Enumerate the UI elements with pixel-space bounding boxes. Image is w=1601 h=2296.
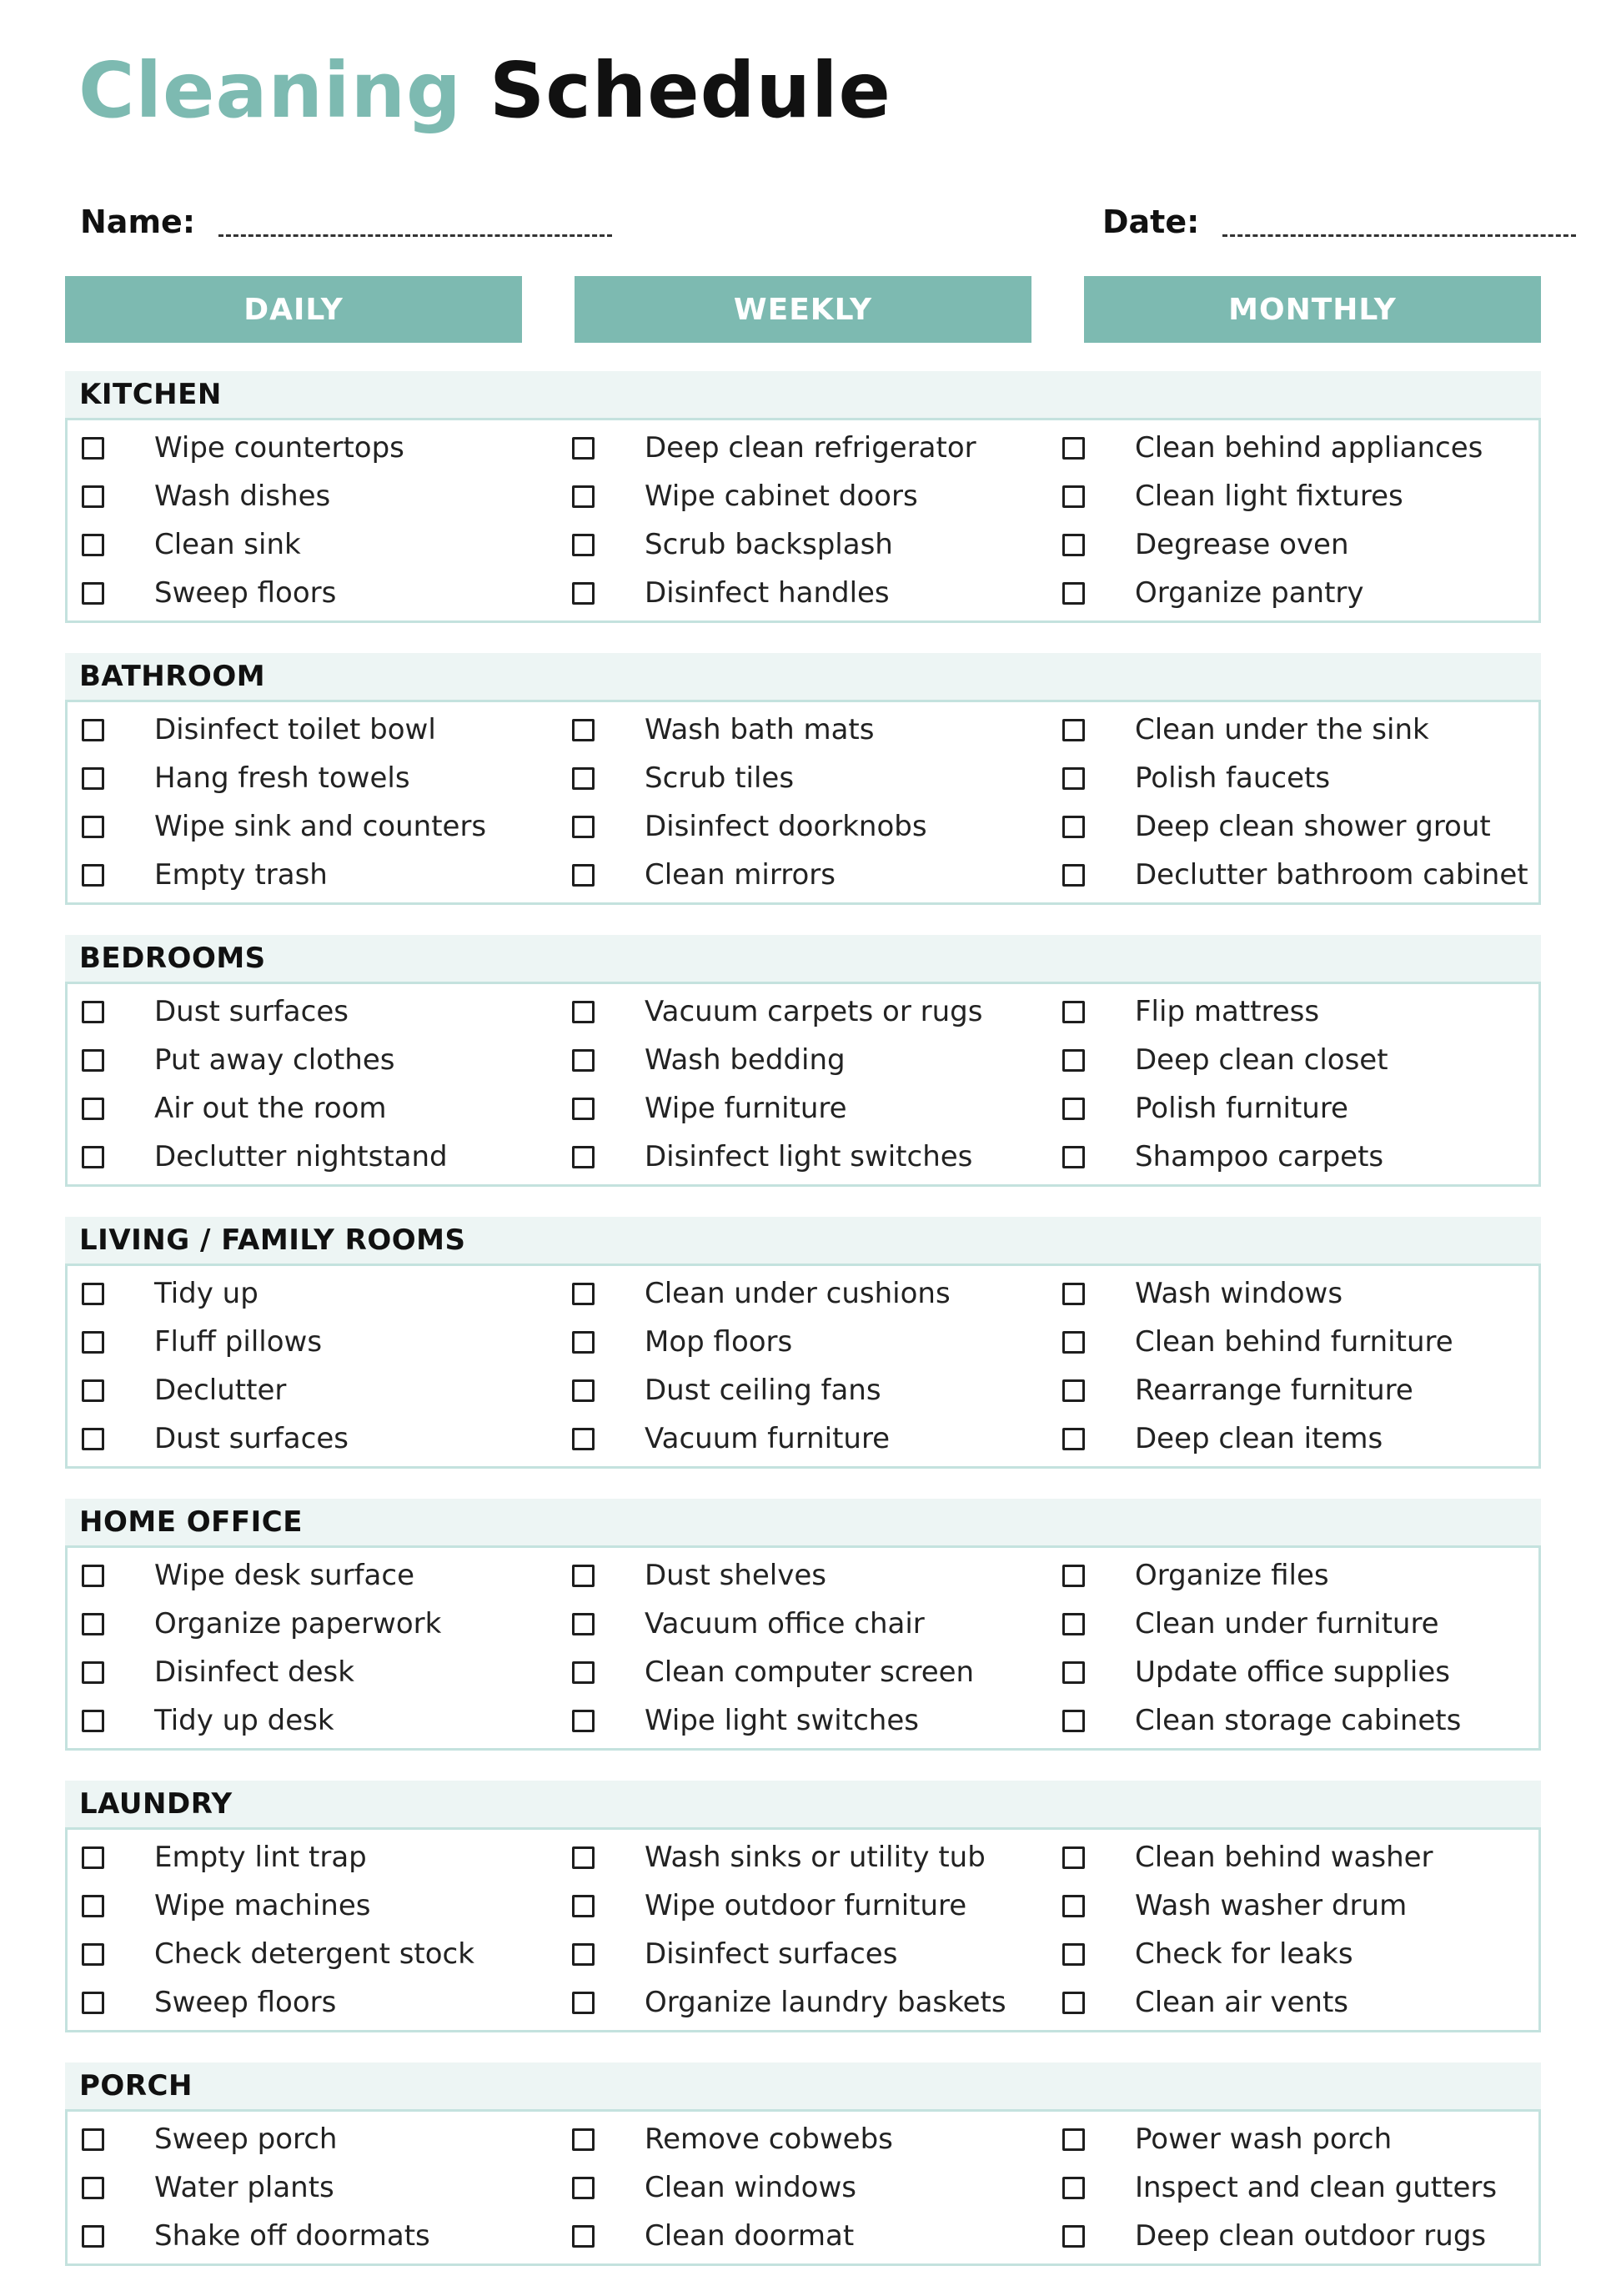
task-item <box>68 2212 558 2260</box>
section-title: KITCHEN <box>65 371 1541 418</box>
task-item <box>68 1318 558 1366</box>
task-item <box>558 1930 1048 1978</box>
task-label: Sweep floors <box>154 1986 337 2019</box>
section-body <box>65 1545 1541 1751</box>
task-label: Clean behind appliances <box>1135 431 1483 465</box>
date-input-line[interactable] <box>1222 234 1576 237</box>
task-label: Degrease oven <box>1135 528 1349 561</box>
task-checkbox[interactable] <box>1062 1001 1085 1023</box>
task-item <box>1048 1648 1538 1696</box>
task-label: Disinfect desk <box>154 1655 354 1689</box>
task-item <box>1048 1930 1538 1978</box>
weekly-task-list <box>558 984 1048 1184</box>
task-label: Clean behind washer <box>1135 1841 1433 1874</box>
section-title: LAUNDRY <box>65 1781 1541 1827</box>
task-checkbox[interactable] <box>572 1331 595 1354</box>
task-item <box>68 851 558 899</box>
task-label: Water plants <box>154 2171 334 2204</box>
column-header-daily: DAILY <box>65 276 522 343</box>
task-label: Wipe countertops <box>154 431 404 465</box>
task-label: Clean behind furniture <box>1135 1325 1453 1359</box>
task-label: Wash windows <box>1135 1277 1343 1310</box>
task-label: Disinfect toilet bowl <box>154 713 436 746</box>
task-item <box>1048 520 1538 569</box>
task-item <box>558 754 1048 802</box>
section-body <box>65 700 1541 905</box>
task-item <box>1048 754 1538 802</box>
task-label: Clean mirrors <box>645 858 836 892</box>
task-item <box>68 754 558 802</box>
task-label: Hang fresh towels <box>154 761 410 795</box>
task-checkbox[interactable] <box>572 1283 595 1305</box>
task-checkbox[interactable] <box>1062 2128 1085 2151</box>
task-checkbox[interactable] <box>82 1049 104 1072</box>
task-label: Fluff pillows <box>154 1325 323 1359</box>
task-label: Deep clean outdoor rugs <box>1135 2219 1487 2253</box>
task-label: Clean doormat <box>645 2219 855 2253</box>
task-label: Wipe furniture <box>645 1092 847 1125</box>
task-checkbox[interactable] <box>1062 1098 1085 1120</box>
task-item <box>1048 706 1538 754</box>
task-checkbox[interactable] <box>1062 1661 1085 1684</box>
daily-task-list <box>68 1548 558 1748</box>
task-checkbox[interactable] <box>572 864 595 887</box>
task-label: Dust surfaces <box>154 1422 349 1455</box>
task-item <box>1048 1696 1538 1745</box>
task-checkbox[interactable] <box>82 767 104 790</box>
task-label: Clean air vents <box>1135 1986 1348 2019</box>
task-item <box>68 987 558 1036</box>
task-checkbox[interactable] <box>1062 864 1085 887</box>
task-label: Declutter <box>154 1374 287 1407</box>
daily-task-list <box>68 1830 558 2030</box>
section-title: HOME OFFICE <box>65 1499 1541 1545</box>
task-label: Air out the room <box>154 1092 387 1125</box>
task-label: Sweep floors <box>154 576 337 610</box>
task-checkbox[interactable] <box>82 1146 104 1168</box>
task-item <box>558 520 1048 569</box>
task-item <box>558 1318 1048 1366</box>
task-checkbox[interactable] <box>1062 534 1085 556</box>
task-checkbox[interactable] <box>572 1895 595 1917</box>
task-label: Disinfect light switches <box>645 1140 973 1173</box>
task-item <box>1048 1600 1538 1648</box>
task-label: Clean under cushions <box>645 1277 951 1310</box>
task-checkbox[interactable] <box>1062 767 1085 790</box>
task-label: Wipe desk surface <box>154 1559 414 1592</box>
task-checkbox[interactable] <box>82 1846 104 1869</box>
task-label: Scrub backsplash <box>645 528 893 561</box>
task-checkbox[interactable] <box>572 534 595 556</box>
task-checkbox[interactable] <box>82 2177 104 2199</box>
task-item <box>558 706 1048 754</box>
task-item <box>558 1978 1048 2027</box>
task-item <box>558 1133 1048 1181</box>
task-item <box>1048 1133 1538 1181</box>
section-porch <box>65 2062 1541 2266</box>
task-checkbox[interactable] <box>572 1001 595 1023</box>
task-label: Organize pantry <box>1135 576 1364 610</box>
task-checkbox[interactable] <box>572 767 595 790</box>
task-label: Vacuum office chair <box>645 1607 925 1640</box>
section-kitchen <box>65 371 1541 623</box>
task-checkbox[interactable] <box>1062 1331 1085 1354</box>
task-label: Tidy up desk <box>154 1704 334 1737</box>
task-label: Shampoo carpets <box>1135 1140 1384 1173</box>
task-label: Clean windows <box>645 2171 857 2204</box>
task-checkbox[interactable] <box>1062 1895 1085 1917</box>
task-checkbox[interactable] <box>82 864 104 887</box>
task-checkbox[interactable] <box>572 485 595 508</box>
task-checkbox[interactable] <box>572 1146 595 1168</box>
name-input-line[interactable] <box>218 234 612 237</box>
task-label: Declutter bathroom cabinet <box>1135 858 1528 892</box>
task-label: Wipe sink and counters <box>154 810 487 843</box>
task-label: Deep clean closet <box>1135 1043 1388 1077</box>
task-checkbox[interactable] <box>1062 1283 1085 1305</box>
task-item <box>1048 2163 1538 2212</box>
task-label: Clean under furniture <box>1135 1607 1439 1640</box>
task-item <box>1048 1882 1538 1930</box>
task-item <box>68 520 558 569</box>
task-item <box>68 424 558 472</box>
task-checkbox[interactable] <box>572 1661 595 1684</box>
task-label: Sweep porch <box>154 2123 338 2156</box>
column-header-weekly: WEEKLY <box>575 276 1031 343</box>
task-item <box>68 1036 558 1084</box>
task-item <box>1048 1551 1538 1600</box>
task-item <box>68 2163 558 2212</box>
task-item <box>68 1133 558 1181</box>
daily-task-list <box>68 1266 558 1466</box>
task-item <box>68 706 558 754</box>
task-checkbox[interactable] <box>82 1098 104 1120</box>
task-label: Deep clean shower grout <box>1135 810 1491 843</box>
task-item <box>558 1882 1048 1930</box>
task-label: Dust ceiling fans <box>645 1374 881 1407</box>
task-checkbox[interactable] <box>82 1710 104 1732</box>
section-title: BEDROOMS <box>65 935 1541 982</box>
task-item <box>68 1833 558 1882</box>
daily-task-list <box>68 702 558 902</box>
task-checkbox[interactable] <box>1062 2177 1085 2199</box>
task-item <box>1048 1318 1538 1366</box>
section-laundry <box>65 1781 1541 2032</box>
task-item <box>1048 424 1538 472</box>
task-label: Check detergent stock <box>154 1937 474 1971</box>
section-living-family-rooms <box>65 1217 1541 1469</box>
section-bathroom <box>65 653 1541 905</box>
task-checkbox[interactable] <box>572 1613 595 1635</box>
task-label: Clean storage cabinets <box>1135 1704 1462 1737</box>
task-label: Rearrange furniture <box>1135 1374 1413 1407</box>
task-label: Wipe cabinet doors <box>645 480 918 513</box>
task-item <box>558 1366 1048 1414</box>
task-label: Check for leaks <box>1135 1937 1353 1971</box>
task-item <box>68 2115 558 2163</box>
task-item <box>1048 569 1538 617</box>
task-label: Flip mattress <box>1135 995 1320 1028</box>
task-item <box>1048 472 1538 520</box>
daily-task-list <box>68 2112 558 2263</box>
task-label: Empty trash <box>154 858 328 892</box>
monthly-task-list <box>1048 1830 1538 2030</box>
task-checkbox[interactable] <box>1062 485 1085 508</box>
task-label: Disinfect surfaces <box>645 1937 898 1971</box>
task-checkbox[interactable] <box>82 1895 104 1917</box>
daily-task-list <box>68 984 558 1184</box>
task-item <box>68 1978 558 2027</box>
task-label: Polish faucets <box>1135 761 1331 795</box>
page-title <box>78 48 891 133</box>
task-item <box>1048 1036 1538 1084</box>
task-label: Organize files <box>1135 1559 1329 1592</box>
task-item <box>558 2212 1048 2260</box>
task-checkbox[interactable] <box>82 1565 104 1587</box>
task-item <box>558 1551 1048 1600</box>
task-checkbox[interactable] <box>1062 582 1085 605</box>
monthly-task-list <box>1048 1266 1538 1466</box>
task-checkbox[interactable] <box>572 2128 595 2151</box>
task-label: Deep clean items <box>1135 1422 1383 1455</box>
task-label: Vacuum furniture <box>645 1422 891 1455</box>
task-label: Mop floors <box>645 1325 793 1359</box>
monthly-task-list <box>1048 420 1538 620</box>
task-checkbox[interactable] <box>572 1565 595 1587</box>
task-checkbox[interactable] <box>572 1846 595 1869</box>
task-item <box>558 1084 1048 1133</box>
task-item <box>558 851 1048 899</box>
task-checkbox[interactable] <box>1062 1428 1085 1450</box>
task-label: Put away clothes <box>154 1043 395 1077</box>
task-checkbox[interactable] <box>572 437 595 460</box>
task-item <box>1048 2115 1538 2163</box>
task-label: Vacuum carpets or rugs <box>645 995 983 1028</box>
task-item <box>558 424 1048 472</box>
task-checkbox[interactable] <box>1062 1379 1085 1402</box>
task-item <box>68 1084 558 1133</box>
task-label: Tidy up <box>154 1277 258 1310</box>
task-item <box>558 1833 1048 1882</box>
monthly-task-list <box>1048 984 1538 1184</box>
task-checkbox[interactable] <box>1062 1992 1085 2014</box>
task-checkbox[interactable] <box>82 816 104 838</box>
section-title: LIVING / FAMILY ROOMS <box>65 1217 1541 1264</box>
task-label: Organize paperwork <box>154 1607 442 1640</box>
task-label: Organize laundry baskets <box>645 1986 1006 2019</box>
task-item <box>1048 2212 1538 2260</box>
task-checkbox[interactable] <box>82 534 104 556</box>
task-label: Deep clean refrigerator <box>645 431 976 465</box>
task-item <box>558 1696 1048 1745</box>
task-item <box>558 802 1048 851</box>
task-checkbox[interactable] <box>1062 1943 1085 1966</box>
task-label: Clean computer screen <box>645 1655 975 1689</box>
task-checkbox[interactable] <box>82 1379 104 1402</box>
section-bedrooms <box>65 935 1541 1187</box>
task-item <box>558 2163 1048 2212</box>
task-checkbox[interactable] <box>82 1661 104 1684</box>
task-checkbox[interactable] <box>572 2177 595 2199</box>
task-label: Shake off doormats <box>154 2219 430 2253</box>
task-label: Power wash porch <box>1135 2123 1393 2156</box>
task-item <box>558 1269 1048 1318</box>
task-checkbox[interactable] <box>82 719 104 741</box>
task-checkbox[interactable] <box>82 1613 104 1635</box>
task-checkbox[interactable] <box>82 582 104 605</box>
task-checkbox[interactable] <box>1062 719 1085 741</box>
task-checkbox[interactable] <box>572 816 595 838</box>
name-field <box>80 193 612 240</box>
task-label: Clean under the sink <box>1135 713 1429 746</box>
task-item <box>68 1269 558 1318</box>
task-checkbox[interactable] <box>82 1943 104 1966</box>
section-body <box>65 1264 1541 1469</box>
task-item <box>558 1414 1048 1463</box>
task-checkbox[interactable] <box>82 1992 104 2014</box>
task-checkbox[interactable] <box>572 1049 595 1072</box>
task-checkbox[interactable] <box>572 719 595 741</box>
task-label: Wipe outdoor furniture <box>645 1889 967 1922</box>
task-item <box>68 472 558 520</box>
task-item <box>68 1648 558 1696</box>
task-item <box>558 987 1048 1036</box>
section-body <box>65 1827 1541 2032</box>
daily-task-list <box>68 420 558 620</box>
task-item <box>68 1930 558 1978</box>
section-body <box>65 418 1541 623</box>
task-checkbox[interactable] <box>1062 816 1085 838</box>
task-label: Wash bath mats <box>645 713 875 746</box>
task-label: Wash washer drum <box>1135 1889 1408 1922</box>
task-label: Update office supplies <box>1135 1655 1450 1689</box>
weekly-task-list <box>558 420 1048 620</box>
section-title: BATHROOM <box>65 653 1541 700</box>
weekly-task-list <box>558 1830 1048 2030</box>
task-checkbox[interactable] <box>82 1331 104 1354</box>
task-item <box>558 1600 1048 1648</box>
task-item <box>1048 802 1538 851</box>
task-checkbox[interactable] <box>1062 1049 1085 1072</box>
task-item <box>68 1882 558 1930</box>
task-item <box>1048 1833 1538 1882</box>
date-field <box>1102 193 1576 240</box>
task-item <box>558 569 1048 617</box>
weekly-task-list <box>558 1266 1048 1466</box>
task-label: Dust shelves <box>645 1559 826 1592</box>
task-item <box>68 1414 558 1463</box>
task-checkbox[interactable] <box>82 2225 104 2248</box>
task-label: Wash sinks or utility tub <box>645 1841 986 1874</box>
task-checkbox[interactable] <box>82 1428 104 1450</box>
task-item <box>68 1600 558 1648</box>
task-checkbox[interactable] <box>1062 2225 1085 2248</box>
task-item <box>1048 1414 1538 1463</box>
task-item <box>558 472 1048 520</box>
column-headers <box>65 276 1541 343</box>
task-label: Scrub tiles <box>645 761 795 795</box>
task-label: Inspect and clean gutters <box>1135 2171 1498 2204</box>
task-checkbox[interactable] <box>1062 1710 1085 1732</box>
weekly-task-list <box>558 702 1048 902</box>
task-label: Empty lint trap <box>154 1841 367 1874</box>
task-checkbox[interactable] <box>572 582 595 605</box>
task-label: Wipe light switches <box>645 1704 919 1737</box>
task-checkbox[interactable] <box>82 485 104 508</box>
task-checkbox[interactable] <box>572 1992 595 2014</box>
task-checkbox[interactable] <box>572 1098 595 1120</box>
task-label: Wash bedding <box>645 1043 846 1077</box>
task-checkbox[interactable] <box>1062 437 1085 460</box>
task-item <box>68 802 558 851</box>
task-item <box>558 1036 1048 1084</box>
task-checkbox[interactable] <box>82 1001 104 1023</box>
date-label: Date: <box>1102 203 1200 240</box>
task-item <box>68 1366 558 1414</box>
task-label: Wipe machines <box>154 1889 371 1922</box>
task-checkbox[interactable] <box>82 437 104 460</box>
section-title: PORCH <box>65 2062 1541 2109</box>
section-body <box>65 2109 1541 2266</box>
task-label: Clean sink <box>154 528 301 561</box>
task-item <box>1048 1269 1538 1318</box>
task-item <box>1048 987 1538 1036</box>
task-checkbox[interactable] <box>572 2225 595 2248</box>
task-item <box>68 1551 558 1600</box>
task-label: Clean light fixtures <box>1135 480 1403 513</box>
task-item <box>1048 1366 1538 1414</box>
task-checkbox[interactable] <box>1062 1565 1085 1587</box>
task-item <box>1048 1978 1538 2027</box>
task-checkbox[interactable] <box>572 1943 595 1966</box>
task-item <box>558 1648 1048 1696</box>
task-label: Disinfect handles <box>645 576 890 610</box>
weekly-task-list <box>558 1548 1048 1748</box>
section-body <box>65 982 1541 1187</box>
task-label: Remove cobwebs <box>645 2123 893 2156</box>
task-checkbox[interactable] <box>1062 1146 1085 1168</box>
task-label: Declutter nightstand <box>154 1140 448 1173</box>
task-item <box>1048 851 1538 899</box>
task-checkbox[interactable] <box>572 1379 595 1402</box>
task-checkbox[interactable] <box>82 2128 104 2151</box>
name-label: Name: <box>80 203 196 240</box>
schedule-sections <box>65 371 1541 2296</box>
task-item <box>1048 1084 1538 1133</box>
weekly-task-list <box>558 2112 1048 2263</box>
task-label: Disinfect doorknobs <box>645 810 927 843</box>
task-label: Dust surfaces <box>154 995 349 1028</box>
task-item <box>68 569 558 617</box>
section-home-office <box>65 1499 1541 1751</box>
column-header-monthly: MONTHLY <box>1084 276 1541 343</box>
task-label: Polish furniture <box>1135 1092 1348 1125</box>
title-accent: Cleaning <box>78 46 462 135</box>
monthly-task-list <box>1048 1548 1538 1748</box>
task-item <box>68 1696 558 1745</box>
task-checkbox[interactable] <box>82 1283 104 1305</box>
task-label: Wash dishes <box>154 480 331 513</box>
title-main: Schedule <box>489 46 891 135</box>
task-checkbox[interactable] <box>572 1710 595 1732</box>
task-checkbox[interactable] <box>1062 1613 1085 1635</box>
task-item <box>558 2115 1048 2163</box>
task-checkbox[interactable] <box>1062 1846 1085 1869</box>
task-checkbox[interactable] <box>572 1428 595 1450</box>
monthly-task-list <box>1048 702 1538 902</box>
monthly-task-list <box>1048 2112 1538 2263</box>
